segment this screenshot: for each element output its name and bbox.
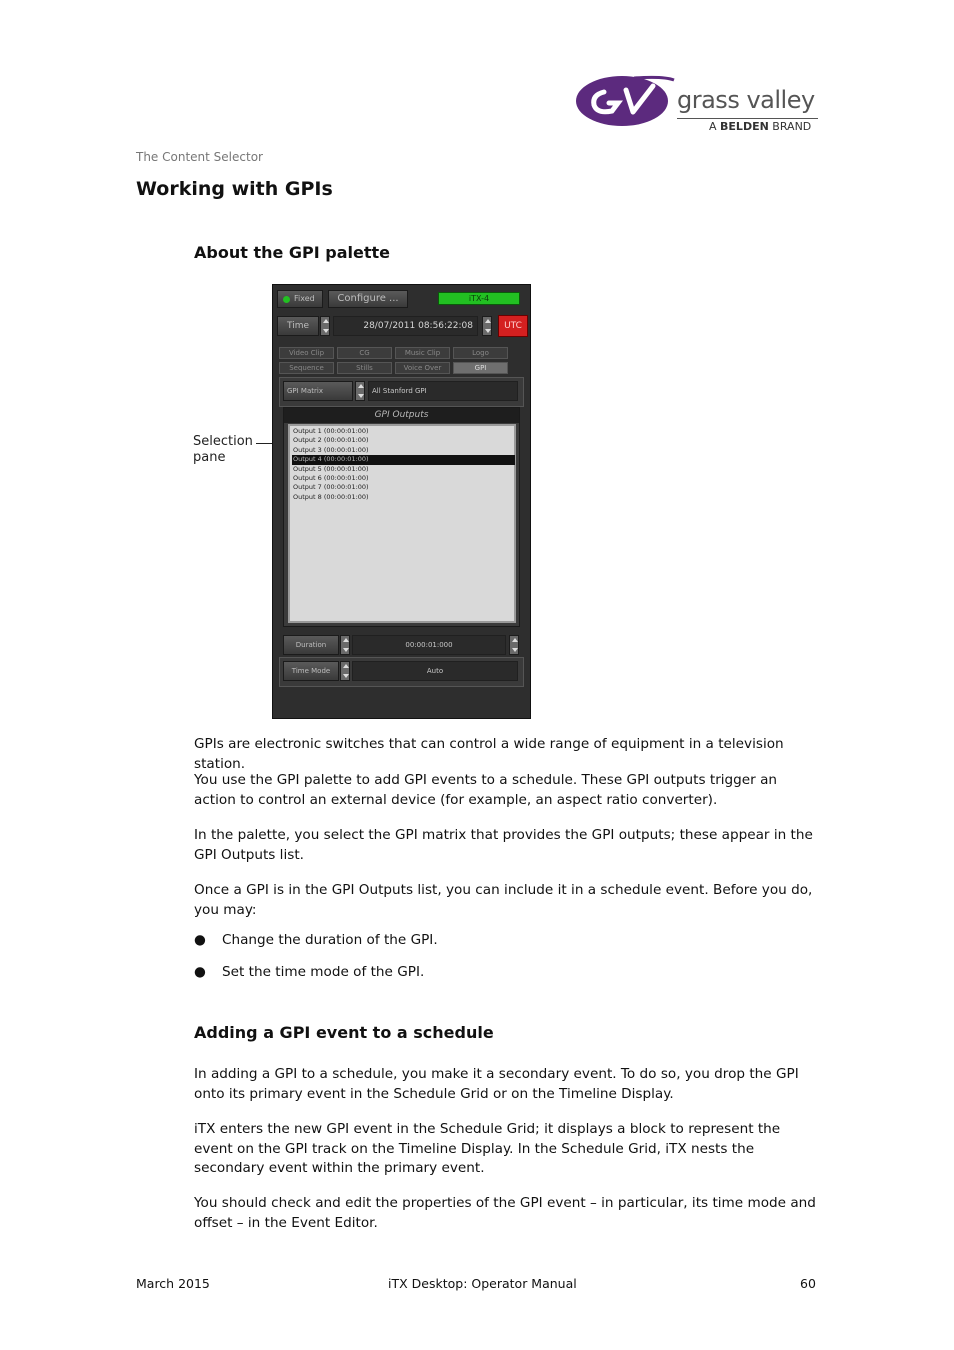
channel-indicator: iTX-4 [438, 292, 520, 305]
logo-rule [677, 118, 818, 119]
datetime-spinner[interactable] [482, 316, 492, 336]
gpi-outputs-list[interactable] [288, 424, 516, 623]
footer-date: March 2015 [136, 1276, 210, 1291]
list-item[interactable]: Output 6 (00:00:01:00) [293, 474, 369, 482]
tab-voice-over[interactable]: Voice Over [395, 362, 450, 374]
datetime-field[interactable]: 28/07/2011 08:56:22:08 [333, 316, 478, 336]
bullet-icon: ● [194, 964, 206, 980]
brand-name: grass valley [677, 86, 815, 114]
fixed-toggle[interactable] [277, 290, 323, 308]
list-item-selected[interactable]: Output 4 (00:00:01:00) [292, 455, 515, 464]
list-item[interactable]: Output 2 (00:00:01:00) [293, 436, 369, 445]
gpi-matrix-button[interactable]: GPI Matrix [283, 381, 353, 401]
time-button[interactable]: Time [277, 316, 319, 336]
paragraph: In adding a GPI to a schedule, you make it a secondary event. To do so, you drop the GPI onto its primary event in the Schedule Grid or on the Timeline Display. [194, 1066, 799, 1102]
callout-line-2: pane [193, 450, 226, 465]
page-title: Working with GPIs [136, 178, 333, 200]
tab-logo[interactable]: Logo [453, 347, 508, 359]
grass-valley-logo [574, 70, 824, 136]
list-item[interactable]: Output 3 (00:00:01:00) [293, 445, 369, 454]
bullet-text: Change the duration of the GPI. [222, 932, 438, 948]
paragraph: Once a GPI is in the GPI Outputs list, you can include it in a schedule event. Before you do, you may: [194, 882, 813, 918]
tab-gpi[interactable]: GPI [453, 362, 508, 374]
list-item[interactable]: Output 7 (00:00:01:00) [293, 483, 369, 492]
tagline-brand: BELDEN [720, 120, 769, 133]
section-heading-adding: Adding a GPI event to a schedule [194, 1023, 494, 1042]
tagline-prefix: A [709, 120, 717, 133]
paragraph: You should check and edit the properties of the GPI event – in particular, its time mode and offset – in the Event Editor. [194, 1195, 816, 1231]
duration-spinner-left[interactable] [340, 635, 350, 655]
tab-video-clip[interactable]: Video Clip [279, 347, 334, 359]
paragraph: iTX enters the new GPI event in the Schedule Grid; it displays a block to represent the event on the GPI track on the Timeline Display. In the Schedule Grid, iTX nests the secondary event within the primary event. [194, 1121, 781, 1176]
section-heading-about: About the GPI palette [194, 243, 391, 262]
paragraph: You use the GPI palette to add GPI events to a schedule. These GPI outputs trigger an action to control an external device (for example, an aspect ratio converter). [194, 772, 778, 808]
callout-line-1: Selection [193, 434, 253, 449]
fixed-label: Fixed [294, 294, 315, 303]
utc-button[interactable]: UTC [498, 315, 528, 337]
gpi-palette-screenshot [272, 284, 531, 719]
list-item[interactable]: Output 1 (00:00:01:00) [293, 427, 369, 435]
duration-button[interactable]: Duration [283, 635, 339, 655]
gpi-outputs-header: GPI Outputs [284, 408, 519, 423]
bullet-icon: ● [194, 932, 206, 948]
tab-sequence[interactable]: Sequence [279, 362, 334, 374]
bullet-text: Set the time mode of the GPI. [222, 964, 425, 980]
time-spinner[interactable] [320, 316, 330, 336]
duration-field[interactable]: 00:00:01:000 [352, 635, 506, 655]
footer-manual: iTX Desktop: Operator Manual [388, 1276, 577, 1291]
page-number: 60 [800, 1276, 816, 1291]
gpi-matrix-field[interactable]: All Stanford GPI [368, 381, 518, 401]
time-mode-button[interactable]: Time Mode [283, 661, 339, 681]
time-mode-spinner[interactable] [340, 661, 350, 681]
tab-cg[interactable]: CG [337, 347, 392, 359]
callout-selection-pane [193, 434, 253, 466]
time-mode-field[interactable]: Auto [352, 661, 518, 681]
tagline-suffix: BRAND [772, 120, 812, 133]
paragraph: GPIs are electronic switches that can control a wide range of equipment in a television station. [194, 736, 784, 772]
matrix-spinner[interactable] [355, 381, 365, 401]
list-item[interactable]: Output 5 (00:00:01:00) [293, 464, 369, 473]
gv-emblem-icon [574, 70, 678, 128]
paragraph: In the palette, you select the GPI matrix that provides the GPI outputs; these appear in the GPI Outputs list. [194, 827, 813, 863]
status-led-icon [283, 296, 290, 303]
tab-stills[interactable]: Stills [337, 362, 392, 374]
duration-spinner-right[interactable] [509, 635, 519, 655]
configure-button[interactable]: Configure ... [328, 290, 408, 308]
brand-tagline [709, 120, 811, 133]
list-item[interactable]: Output 8 (00:00:01:00) [293, 492, 369, 501]
tab-music-clip[interactable]: Music Clip [395, 347, 450, 359]
running-head: The Content Selector [136, 150, 263, 164]
